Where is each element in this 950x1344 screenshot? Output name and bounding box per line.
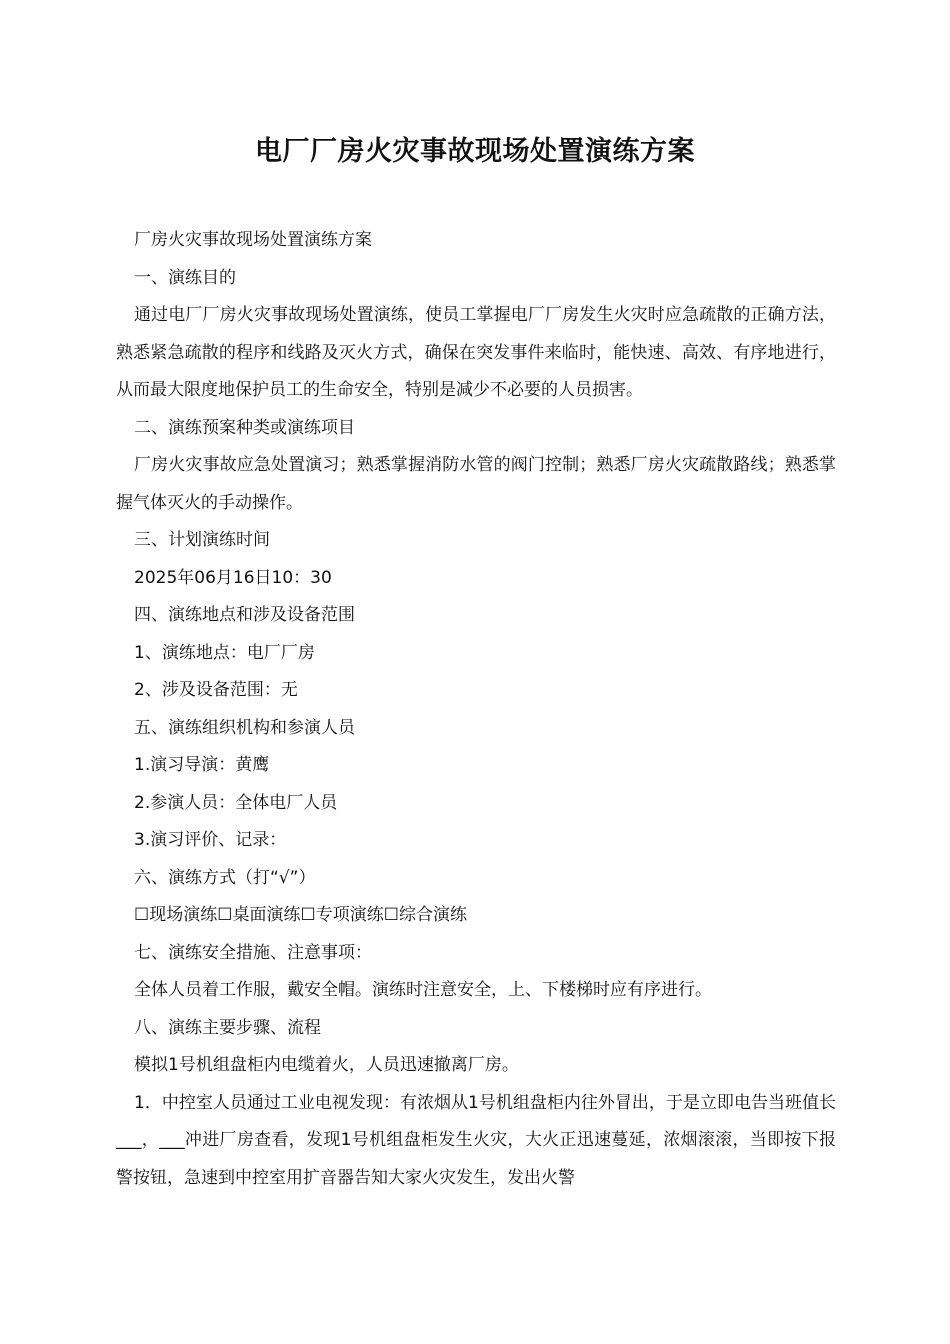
- section-heading-2: 二、演练预案种类或演练项目: [134, 417, 355, 438]
- equipment-scope: 2、涉及设备范围：无: [134, 680, 298, 700]
- paragraph-subtitle: 厂房火灾事故现场处置演练方案: [134, 230, 372, 250]
- drill-director: 1.演习导演：黄鹰: [134, 755, 270, 775]
- drill-time: 2025年06月16日10：30: [134, 567, 332, 588]
- section-heading-6: 六、演练方式（打“√”）: [134, 867, 316, 888]
- drill-mode-options: ☐现场演练☐桌面演练☐专项演练☐综合演练: [134, 905, 467, 925]
- drill-participants: 2.参演人员：全体电厂人员: [134, 792, 338, 813]
- drill-location: 1、演练地点：电厂厂房: [134, 642, 315, 663]
- section-heading-1: 一、演练目的: [134, 267, 236, 288]
- document-title: 电厂厂房火灾事故现场处置演练方案: [255, 136, 695, 167]
- section-heading-5: 五、演练组织机构和参演人员: [134, 717, 355, 738]
- safety-measures: 全体人员着工作服，戴安全帽。演练时注意安全，上、下楼梯时应有序进行。: [134, 980, 712, 1000]
- drill-scenario: 模拟1号机组盘柜内电缆着火，人员迅速撤离厂房。: [134, 1055, 519, 1075]
- section-heading-7: 七、演练安全措施、注意事项：: [134, 942, 372, 963]
- section-heading-4: 四、演练地点和涉及设备范围: [134, 605, 355, 625]
- paragraph-purpose: 通过电厂厂房火灾事故现场处置演练，使员工掌握电厂厂房发生火灾时应急疏散的正确方法，熟悉紧急疏散的程序和线路及灭火方式，确保在突发事件来临时，能快速、高效、有序地进行，从而最大限度地保护员工的生命安全，特别是减少不必要的人员损害。: [116, 305, 836, 400]
- drill-step-1: 1．中控室人员通过工业电视发现：有浓烟从1号机组盘柜内往外冒出，于是立即电告当班值长___，___冲进厂房查看，发现1号机组盘柜发生火灾，大火正迅速蔓延，浓烟滚滚，当即按下报警按钮，急速到中控室用扩音器告知大家火灾发生，发出火警: [116, 1092, 836, 1188]
- drill-evaluation: 3.演习评价、记录：: [134, 830, 287, 850]
- paragraph-drill-items: 厂房火灾事故应急处置演习；熟悉掌握消防水管的阀门控制；熟悉厂房火灾疏散路线；熟悉掌握气体灭火的手动操作。: [116, 455, 836, 513]
- section-heading-8: 八、演练主要步骤、流程: [134, 1017, 321, 1038]
- document-body: [116, 222, 836, 1197]
- section-heading-3: 三、计划演练时间: [134, 530, 270, 550]
